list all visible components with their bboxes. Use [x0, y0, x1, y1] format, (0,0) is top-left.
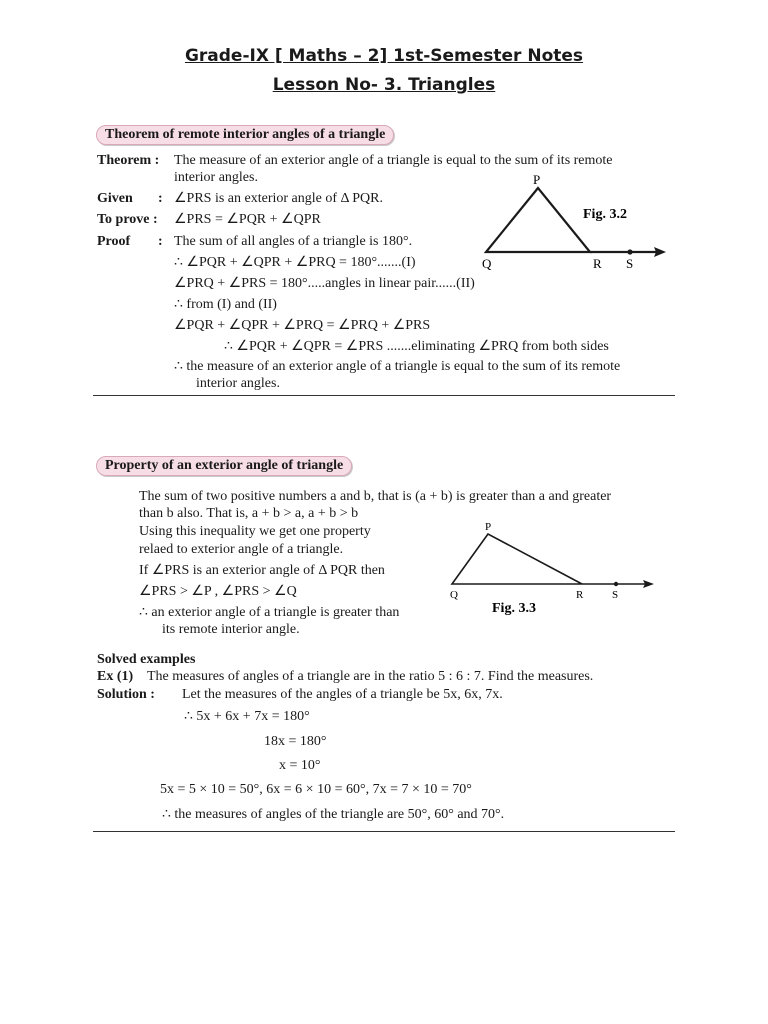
section-divider — [93, 395, 675, 396]
solution-label: Solution : — [97, 687, 155, 702]
prove-text: ∠PRS = ∠PQR + ∠QPR — [174, 212, 321, 227]
proof-line: ∠PQR + ∠QPR + ∠PRQ = ∠PRQ + ∠PRS — [174, 318, 431, 333]
equation-line: 5x = 5 × 10 = 50°, 6x = 6 × 10 = 60°, 7x = 7 × 10 = 70° — [160, 782, 472, 797]
proof-line: ∴ from (I) and (II) — [174, 297, 277, 312]
theorem-text-cont: interior angles. — [174, 170, 258, 185]
conclusion-text: ∴ the measures of angles of the triangle are 50°, 60° and 70°. — [162, 807, 505, 822]
property-line: than b also. That is, a + b > a, a + b > b — [139, 506, 359, 521]
label-r: R — [576, 589, 584, 601]
figure-caption: Fig. 3.3 — [492, 601, 536, 616]
label-p: P — [485, 521, 492, 533]
property-line: its remote interior angle. — [162, 622, 300, 637]
prove-label: To prove : — [97, 212, 158, 227]
label-s: S — [612, 589, 619, 601]
proof-label: Proof — [97, 234, 131, 249]
point-s-dot — [627, 249, 632, 254]
theorem-pill: Theorem of remote interior angles of a triangle — [96, 125, 394, 145]
given-label: Given — [97, 191, 133, 206]
figure-caption: Fig. 3.2 — [583, 207, 627, 222]
proof-line: ∴ the measure of an exterior angle of a triangle is equal to the sum of its remote — [174, 359, 621, 374]
proof-line: ∠PRQ + ∠PRS = 180°.....angles in linear pair......(II) — [174, 276, 475, 291]
proof-line: The sum of all angles of a triangle is 180°. — [174, 234, 413, 249]
example-label: Ex (1) — [97, 669, 134, 684]
proof-line: ∴ ∠PQR + ∠QPR = ∠PRS .......eliminating ∠PRQ from both sides — [224, 339, 609, 354]
example-text: The measures of angles of a triangle are in the ratio 5 : 6 : 7. Find the measures. — [147, 669, 594, 684]
property-line: ∠PRS > ∠P , ∠PRS > ∠Q — [139, 584, 297, 599]
proof-line: interior angles. — [196, 376, 280, 391]
equation-line: 18x = 180° — [264, 734, 327, 749]
label-r: R — [593, 256, 602, 271]
proof-colon: : — [158, 234, 163, 249]
label-s: S — [626, 256, 634, 271]
property-pill: Property of an exterior angle of triangle — [96, 456, 352, 476]
equation-line: x = 10° — [279, 758, 321, 773]
triangle-pqr — [452, 534, 582, 584]
property-line: If ∠PRS is an exterior angle of Δ PQR then — [139, 563, 385, 578]
lesson-title: Lesson No- 3. Triangles — [272, 75, 496, 95]
point-s-dot — [614, 582, 618, 586]
theorem-text: The measure of an exterior angle of a triangle is equal to the sum of its remote — [174, 153, 613, 168]
given-colon: : — [158, 191, 163, 206]
proof-line: ∴ ∠PQR + ∠QPR + ∠PRQ = 180°.......(I) — [174, 255, 416, 270]
property-line: ∴ an exterior angle of a triangle is greater than — [139, 605, 400, 620]
property-line: The sum of two positive numbers a and b, that is (a + b) is greater than a and greater — [139, 489, 612, 504]
section-divider — [93, 831, 675, 832]
triangle-figure-3-2 — [470, 168, 670, 278]
given-text: ∠PRS is an exterior angle of Δ PQR. — [174, 191, 383, 206]
triangle-pqr — [486, 188, 590, 252]
property-line: Using this inequality we get one property — [139, 524, 371, 539]
solved-heading: Solved examples — [97, 652, 196, 667]
triangle-figure-3-3 — [440, 518, 665, 618]
theorem-label: Theorem : — [97, 153, 160, 168]
equation-line: ∴ 5x + 6x + 7x = 180° — [184, 709, 310, 724]
solution-text: Let the measures of the angles of a triangle be 5x, 6x, 7x. — [182, 687, 503, 702]
label-q: Q — [450, 589, 458, 601]
label-p: P — [533, 172, 541, 187]
label-q: Q — [482, 256, 492, 271]
property-line: relaed to exterior angle of a triangle. — [139, 542, 344, 557]
page-title: Grade-IX [ Maths – 2] 1st-Semester Notes — [184, 46, 584, 66]
